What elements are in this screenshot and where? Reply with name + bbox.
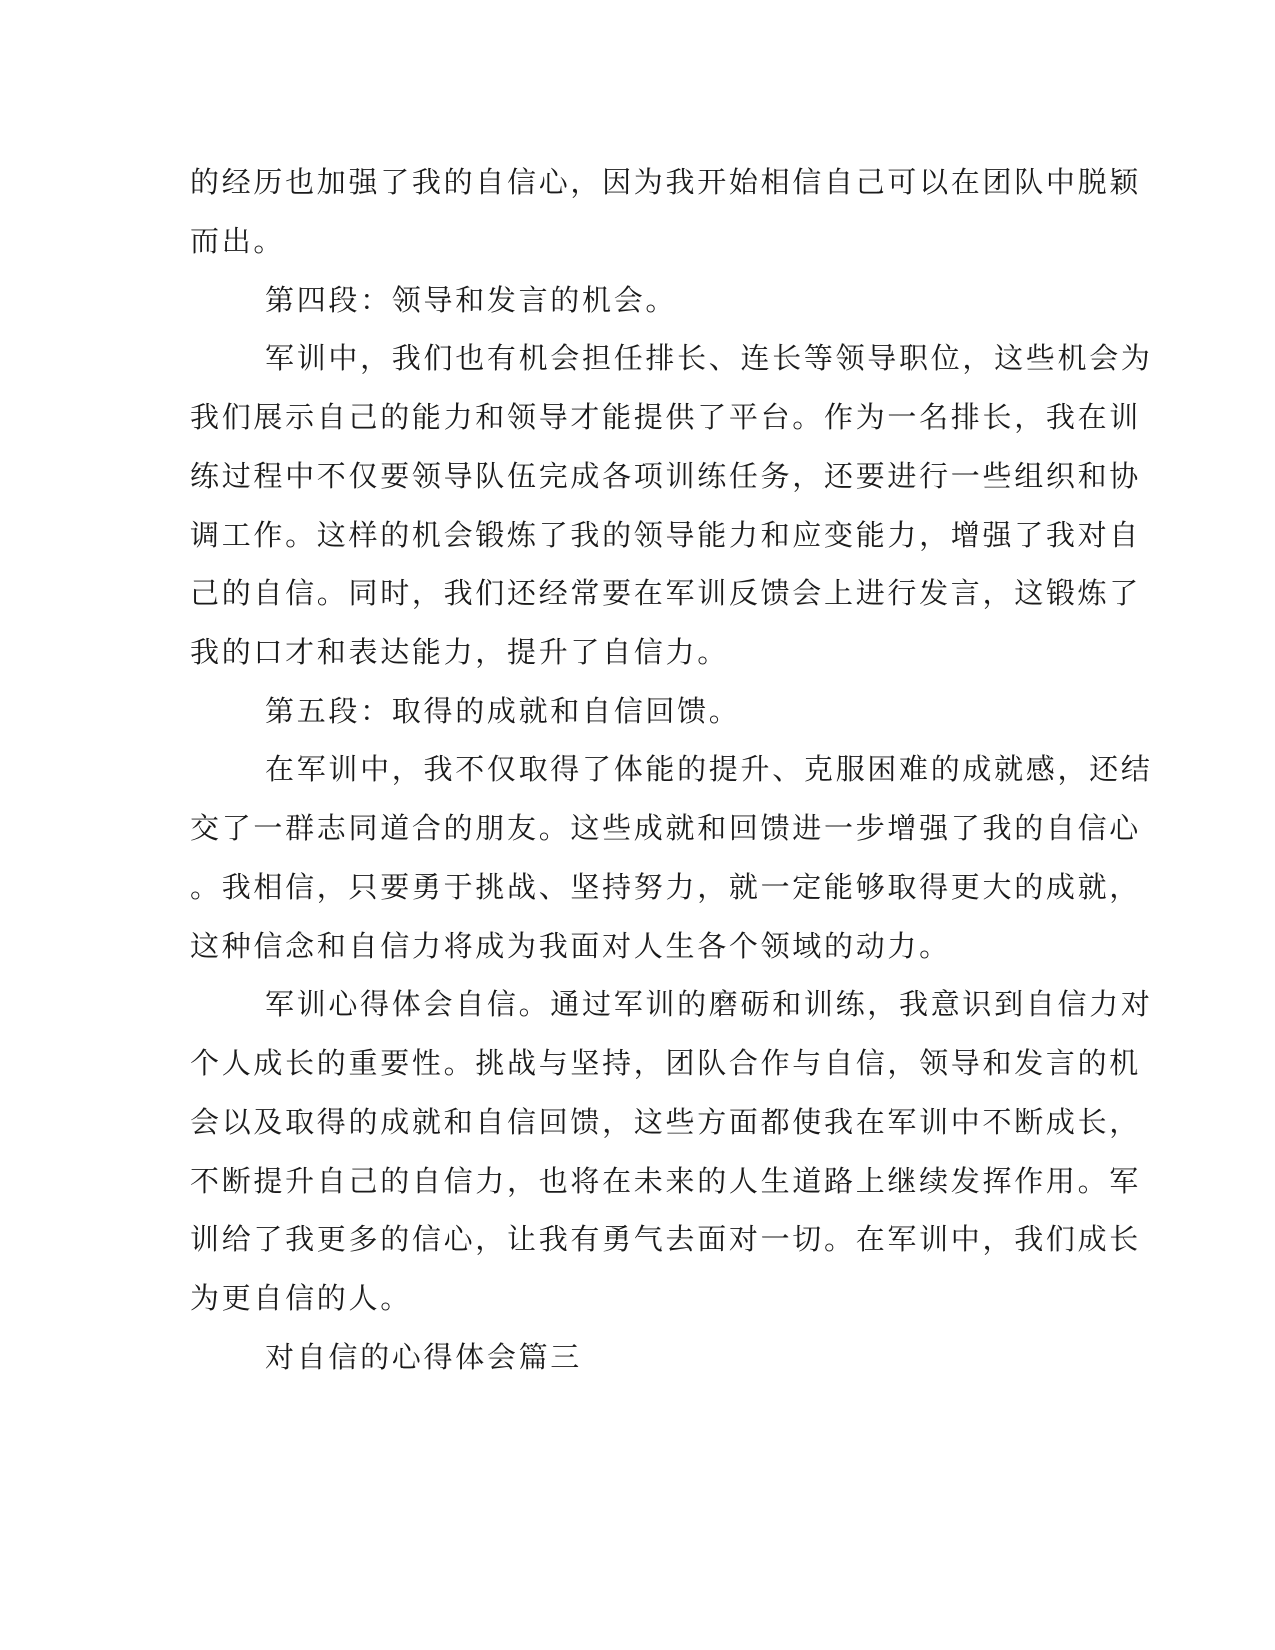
text-line: 调工作。这样的机会锻炼了我的领导能力和应变能力，增强了我对自: [190, 518, 1142, 552]
text-line: 军训中，我们也有机会担任排长、连长等领导职位，这些机会为: [265, 341, 1153, 375]
section-heading: 第五段：取得的成就和自信回馈。: [265, 694, 741, 728]
text-line: 为更自信的人。: [190, 1281, 412, 1315]
text-line: 我们展示自己的能力和领导才能提供了平台。作为一名排长，我在训: [190, 400, 1142, 434]
text-line: 的经历也加强了我的自信心，因为我开始相信自己可以在团队中脱颖: [190, 165, 1142, 199]
text-line: 练过程中不仅要领导队伍完成各项训练任务，还要进行一些组织和协: [190, 459, 1142, 493]
section-heading: 对自信的心得体会篇三: [265, 1340, 583, 1374]
text-line: 我的口才和表达能力，提升了自信力。: [190, 635, 729, 669]
text-line: 会以及取得的成就和自信回馈，这些方面都使我在军训中不断成长，: [190, 1105, 1142, 1139]
text-line: 交了一群志同道合的朋友。这些成就和回馈进一步增强了我的自信心: [190, 811, 1142, 845]
text-line: 。我相信，只要勇于挑战、坚持努力，就一定能够取得更大的成就，: [190, 870, 1142, 904]
section-heading: 第四段：领导和发言的机会。: [265, 283, 678, 317]
text-line: 训给了我更多的信心，让我有勇气去面对一切。在军训中，我们成长: [190, 1222, 1142, 1256]
text-line: 而出。: [190, 224, 286, 258]
text-line: 不断提升自己的自信力，也将在未来的人生道路上继续发挥作用。军: [190, 1164, 1142, 1198]
text-line: 这种信念和自信力将成为我面对人生各个领域的动力。: [190, 929, 951, 963]
text-line: 个人成长的重要性。挑战与坚持，团队合作与自信，领导和发言的机: [190, 1046, 1142, 1080]
text-line: 在军训中，我不仅取得了体能的提升、克服困难的成就感，还结: [265, 752, 1153, 786]
text-line: 己的自信。同时，我们还经常要在军训反馈会上进行发言，这锻炼了: [190, 576, 1142, 610]
text-line: 军训心得体会自信。通过军训的磨砺和训练，我意识到自信力对: [265, 987, 1153, 1021]
